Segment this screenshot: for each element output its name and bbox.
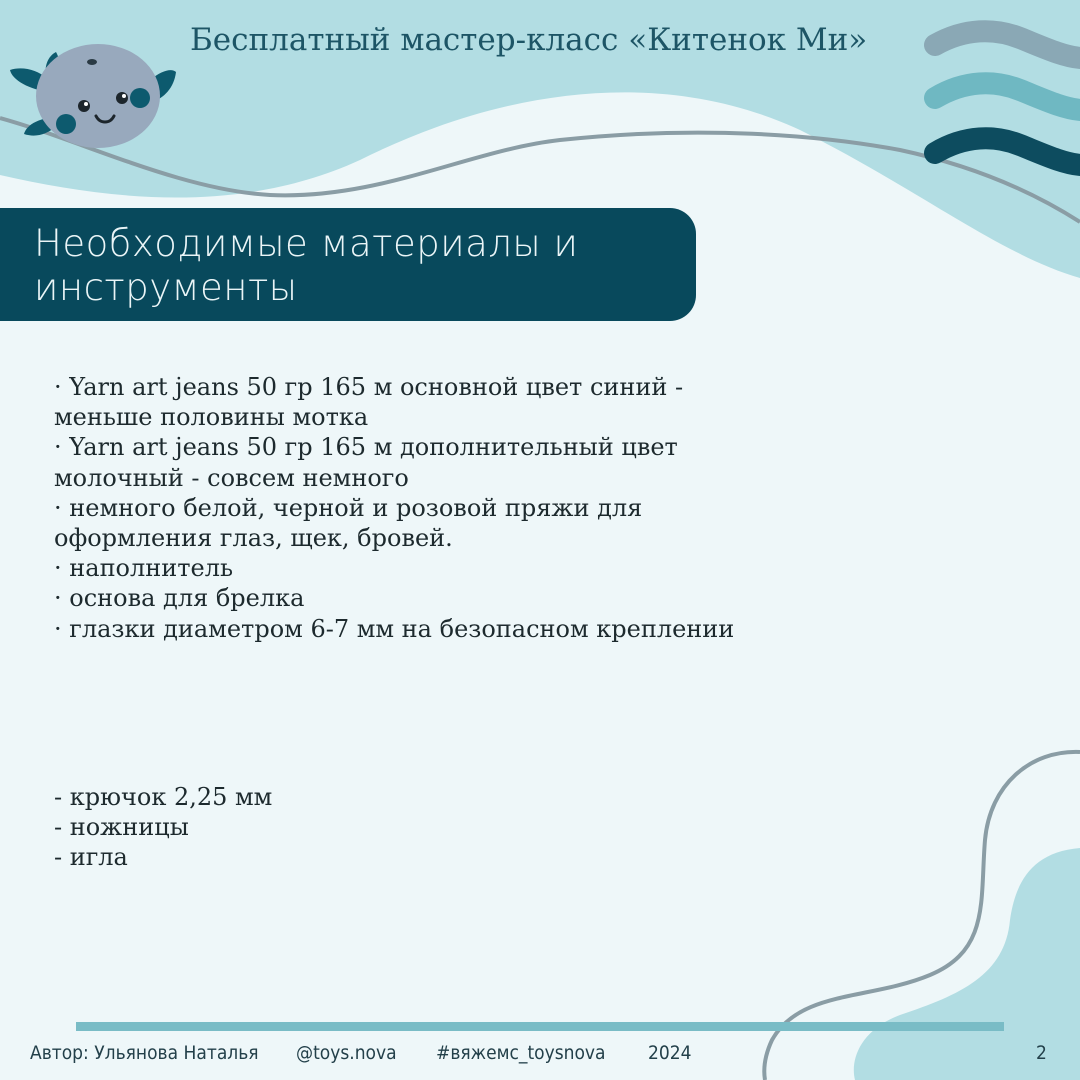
footer-hashtag: #вяжемс_toysnova (436, 1042, 606, 1064)
materials-line: · Yarn art jeans 50 гр 165 м дополнительный цвет (54, 433, 678, 462)
materials-line: · глазки диаметром 6-7 мм на безопасном креплении (54, 614, 735, 643)
materials-line: оформления глаз, щек, бровей. (54, 524, 453, 553)
footer-divider (76, 1022, 1004, 1031)
footer-year: 2024 (648, 1042, 692, 1064)
materials-line: · основа для брелка (54, 584, 305, 613)
materials-line: · наполнитель (54, 554, 234, 583)
tools-list (54, 782, 554, 872)
tools-line: - ножницы (54, 813, 189, 841)
materials-line: молочный - совсем немного (54, 463, 409, 492)
materials-line: меньше половины мотка (54, 403, 369, 432)
footer-handle: @toys.nova (296, 1042, 397, 1064)
page-number: 2 (1036, 1042, 1047, 1064)
tools-line: - игла (54, 843, 128, 871)
materials-line: · Yarn art jeans 50 гр 165 м основной цвет синий - (54, 373, 684, 401)
tools-line: - крючок 2,25 мм (54, 783, 273, 811)
page-title: Бесплатный мастер-класс «Китенок Ми» (190, 22, 868, 58)
section-title (34, 222, 674, 310)
footer-author: Автор: Ульянова Наталья (30, 1042, 259, 1064)
section-title-line: Необходимые материалы и (34, 222, 579, 265)
section-title-line: инструменты (34, 266, 298, 309)
materials-list (54, 372, 874, 644)
materials-line: · немного белой, черной и розовой пряжи для (54, 493, 643, 522)
